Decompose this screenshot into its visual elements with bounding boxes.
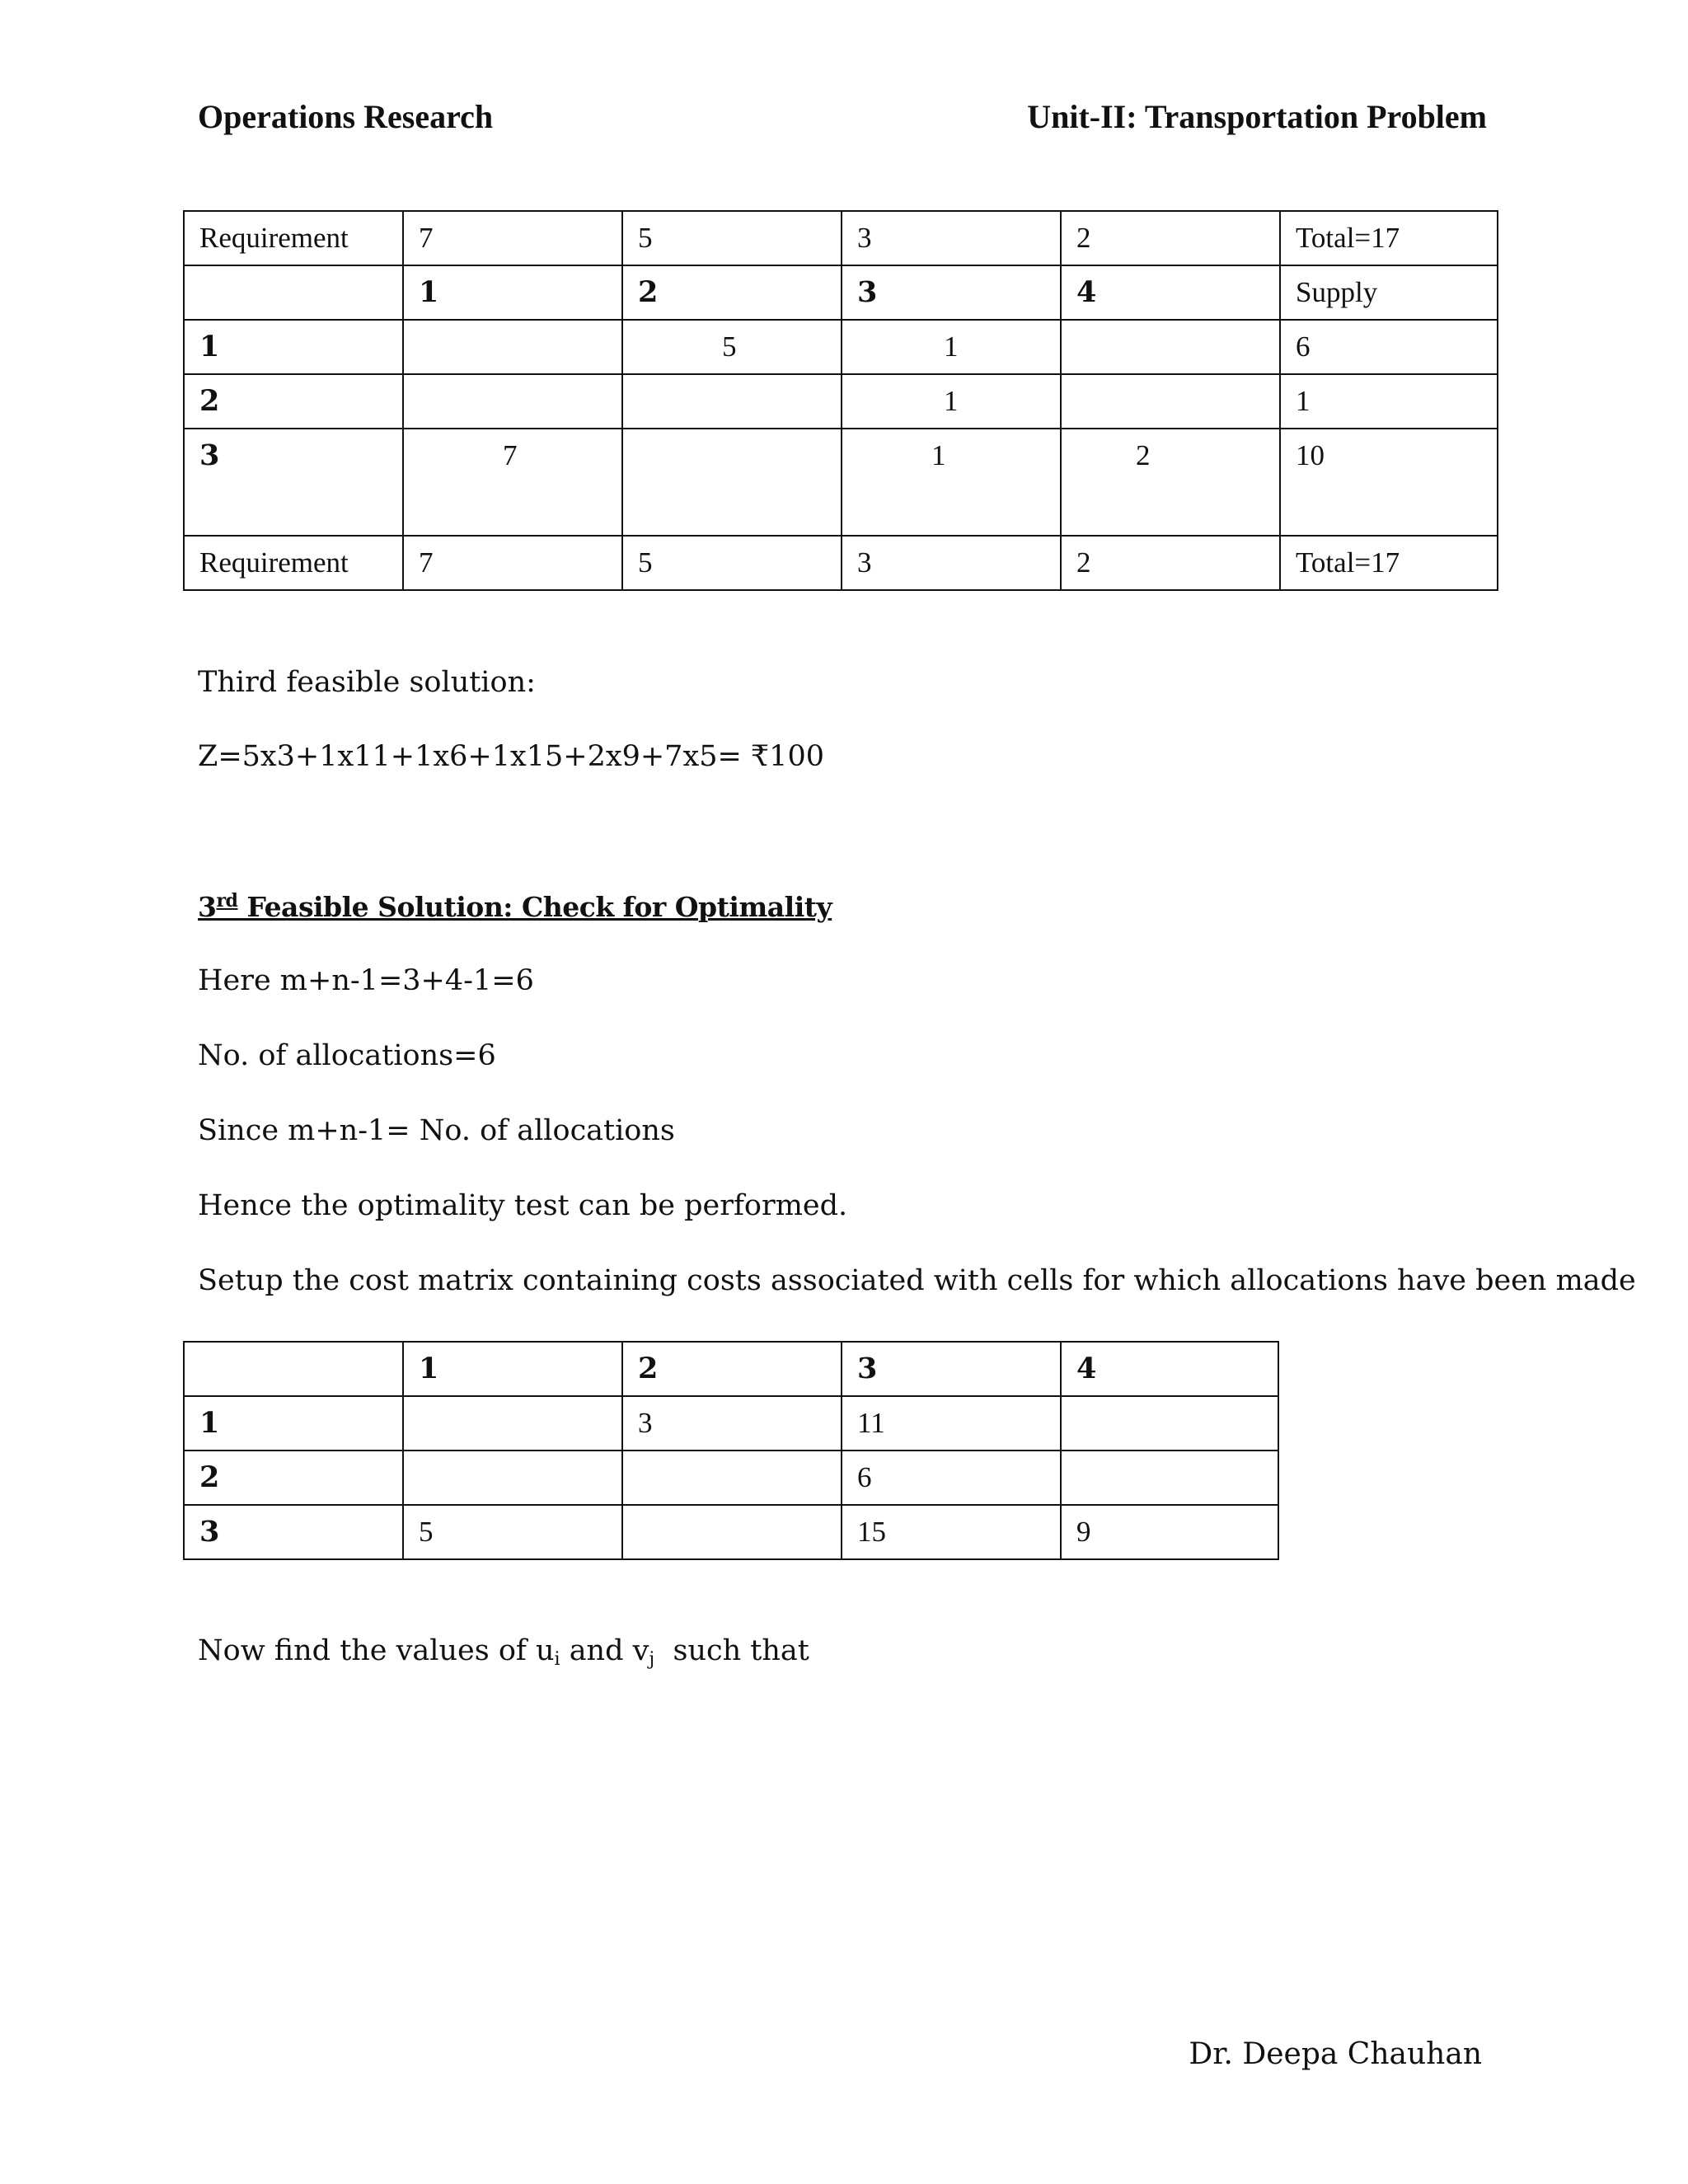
header-right-title: Unit-II: Transportation Problem (1027, 98, 1487, 135)
cost-cell: 6 (842, 1451, 1061, 1505)
cost-cell (403, 1396, 622, 1451)
table-row (184, 1505, 1278, 1559)
table-row (184, 429, 1498, 536)
table-row (184, 374, 1498, 429)
row-label-cell: 3 (184, 1505, 403, 1559)
allocation-cell (842, 429, 1061, 536)
allocation-cell (622, 320, 842, 374)
header-left-title: Operations Research (198, 98, 494, 135)
paragraph: Hence the optimality test can be performed. (198, 1189, 848, 1222)
paragraph (198, 1634, 809, 1670)
ui-vj-text-end: such that (654, 1634, 809, 1667)
table-row (184, 1451, 1278, 1505)
ui-vj-text-and: and v (560, 1634, 649, 1667)
cost-cell (622, 1505, 842, 1559)
allocation-value: 2 (1136, 439, 1151, 471)
allocation-value: 7 (503, 439, 518, 471)
table-row (184, 1342, 1278, 1396)
requirement-cell: 3 (842, 536, 1061, 590)
paragraph: Here m+n-1=3+4-1=6 (198, 964, 534, 997)
ui-vj-text: Now find the values of u (198, 1634, 555, 1667)
requirement-cell: 7 (403, 536, 622, 590)
supply-cell: 1 (1280, 374, 1498, 429)
table-row (184, 265, 1498, 320)
row-label-cell: 1 (184, 320, 403, 374)
column-header-cell: 2 (622, 265, 842, 320)
heading-superscript: rd (216, 890, 238, 912)
row-label-cell: 3 (184, 429, 403, 536)
allocation-table (183, 210, 1498, 591)
row-label-cell: 2 (184, 374, 403, 429)
paragraph: Setup the cost matrix containing costs associated with cells for which allocations have been made (198, 1264, 1636, 1297)
requirement-label: Requirement (184, 536, 403, 590)
section-heading (198, 890, 832, 924)
cost-matrix-table (183, 1341, 1279, 1560)
allocation-cell (622, 429, 842, 536)
column-header-cell: 3 (842, 1342, 1061, 1396)
column-header-cell: 1 (403, 1342, 622, 1396)
third-feasible-label: Third feasible solution: (198, 666, 536, 699)
allocation-cell (403, 320, 622, 374)
cost-cell: 5 (403, 1505, 622, 1559)
column-header-cell: 3 (842, 265, 1061, 320)
supply-header-cell: Supply (1280, 265, 1498, 320)
heading-ordinal: 3 (198, 891, 217, 923)
allocation-cell (622, 374, 842, 429)
allocation-cell (842, 320, 1061, 374)
column-header-cell: 1 (403, 265, 622, 320)
allocation-cell (403, 374, 622, 429)
column-header-cell: 4 (1061, 265, 1280, 320)
table-row (184, 1396, 1278, 1451)
requirement-cell: 5 (622, 536, 842, 590)
row-label-cell: 2 (184, 1451, 403, 1505)
cost-cell: 11 (842, 1396, 1061, 1451)
requirement-cell: 3 (842, 211, 1061, 265)
subscript-j: j (649, 1649, 655, 1670)
requirement-cell: 2 (1061, 211, 1280, 265)
supply-cell: 6 (1280, 320, 1498, 374)
row-label-cell: 1 (184, 1396, 403, 1451)
allocation-value: 1 (944, 385, 959, 417)
column-header-cell: 4 (1061, 1342, 1278, 1396)
total-cell: Total=17 (1280, 536, 1498, 590)
allocation-cell (1061, 320, 1280, 374)
heading-text: Feasible Solution: Check for Optimality (237, 891, 832, 923)
table-row (184, 320, 1498, 374)
requirement-cell: 7 (403, 211, 622, 265)
allocation-value: 5 (722, 330, 737, 363)
corner-cell (184, 265, 403, 320)
corner-cell (184, 1342, 403, 1396)
supply-cell: 10 (1280, 429, 1498, 536)
table-row (184, 211, 1498, 265)
cost-cell (1061, 1451, 1278, 1505)
allocation-cell (842, 374, 1061, 429)
allocation-cell (1061, 374, 1280, 429)
requirement-cell: 2 (1061, 536, 1280, 590)
cost-cell (622, 1451, 842, 1505)
column-header-cell: 2 (622, 1342, 842, 1396)
allocation-value: 1 (944, 330, 959, 363)
subscript-i: i (554, 1649, 560, 1670)
requirement-label: Requirement (184, 211, 403, 265)
author-footer: Dr. Deepa Chauhan (1189, 2037, 1482, 2071)
requirement-cell: 5 (622, 211, 842, 265)
cost-cell (1061, 1396, 1278, 1451)
total-cell: Total=17 (1280, 211, 1498, 265)
cost-cell: 3 (622, 1396, 842, 1451)
allocation-cell (1061, 429, 1280, 536)
allocation-value: 1 (931, 439, 946, 471)
z-equation: Z=5x3+1x11+1x6+1x15+2x9+7x5= ₹100 (198, 740, 824, 773)
table-row (184, 536, 1498, 590)
allocation-cell (403, 429, 622, 536)
cost-cell: 15 (842, 1505, 1061, 1559)
paragraph: Since m+n-1= No. of allocations (198, 1114, 675, 1147)
paragraph: No. of allocations=6 (198, 1039, 496, 1072)
cost-cell (403, 1451, 622, 1505)
cost-cell: 9 (1061, 1505, 1278, 1559)
